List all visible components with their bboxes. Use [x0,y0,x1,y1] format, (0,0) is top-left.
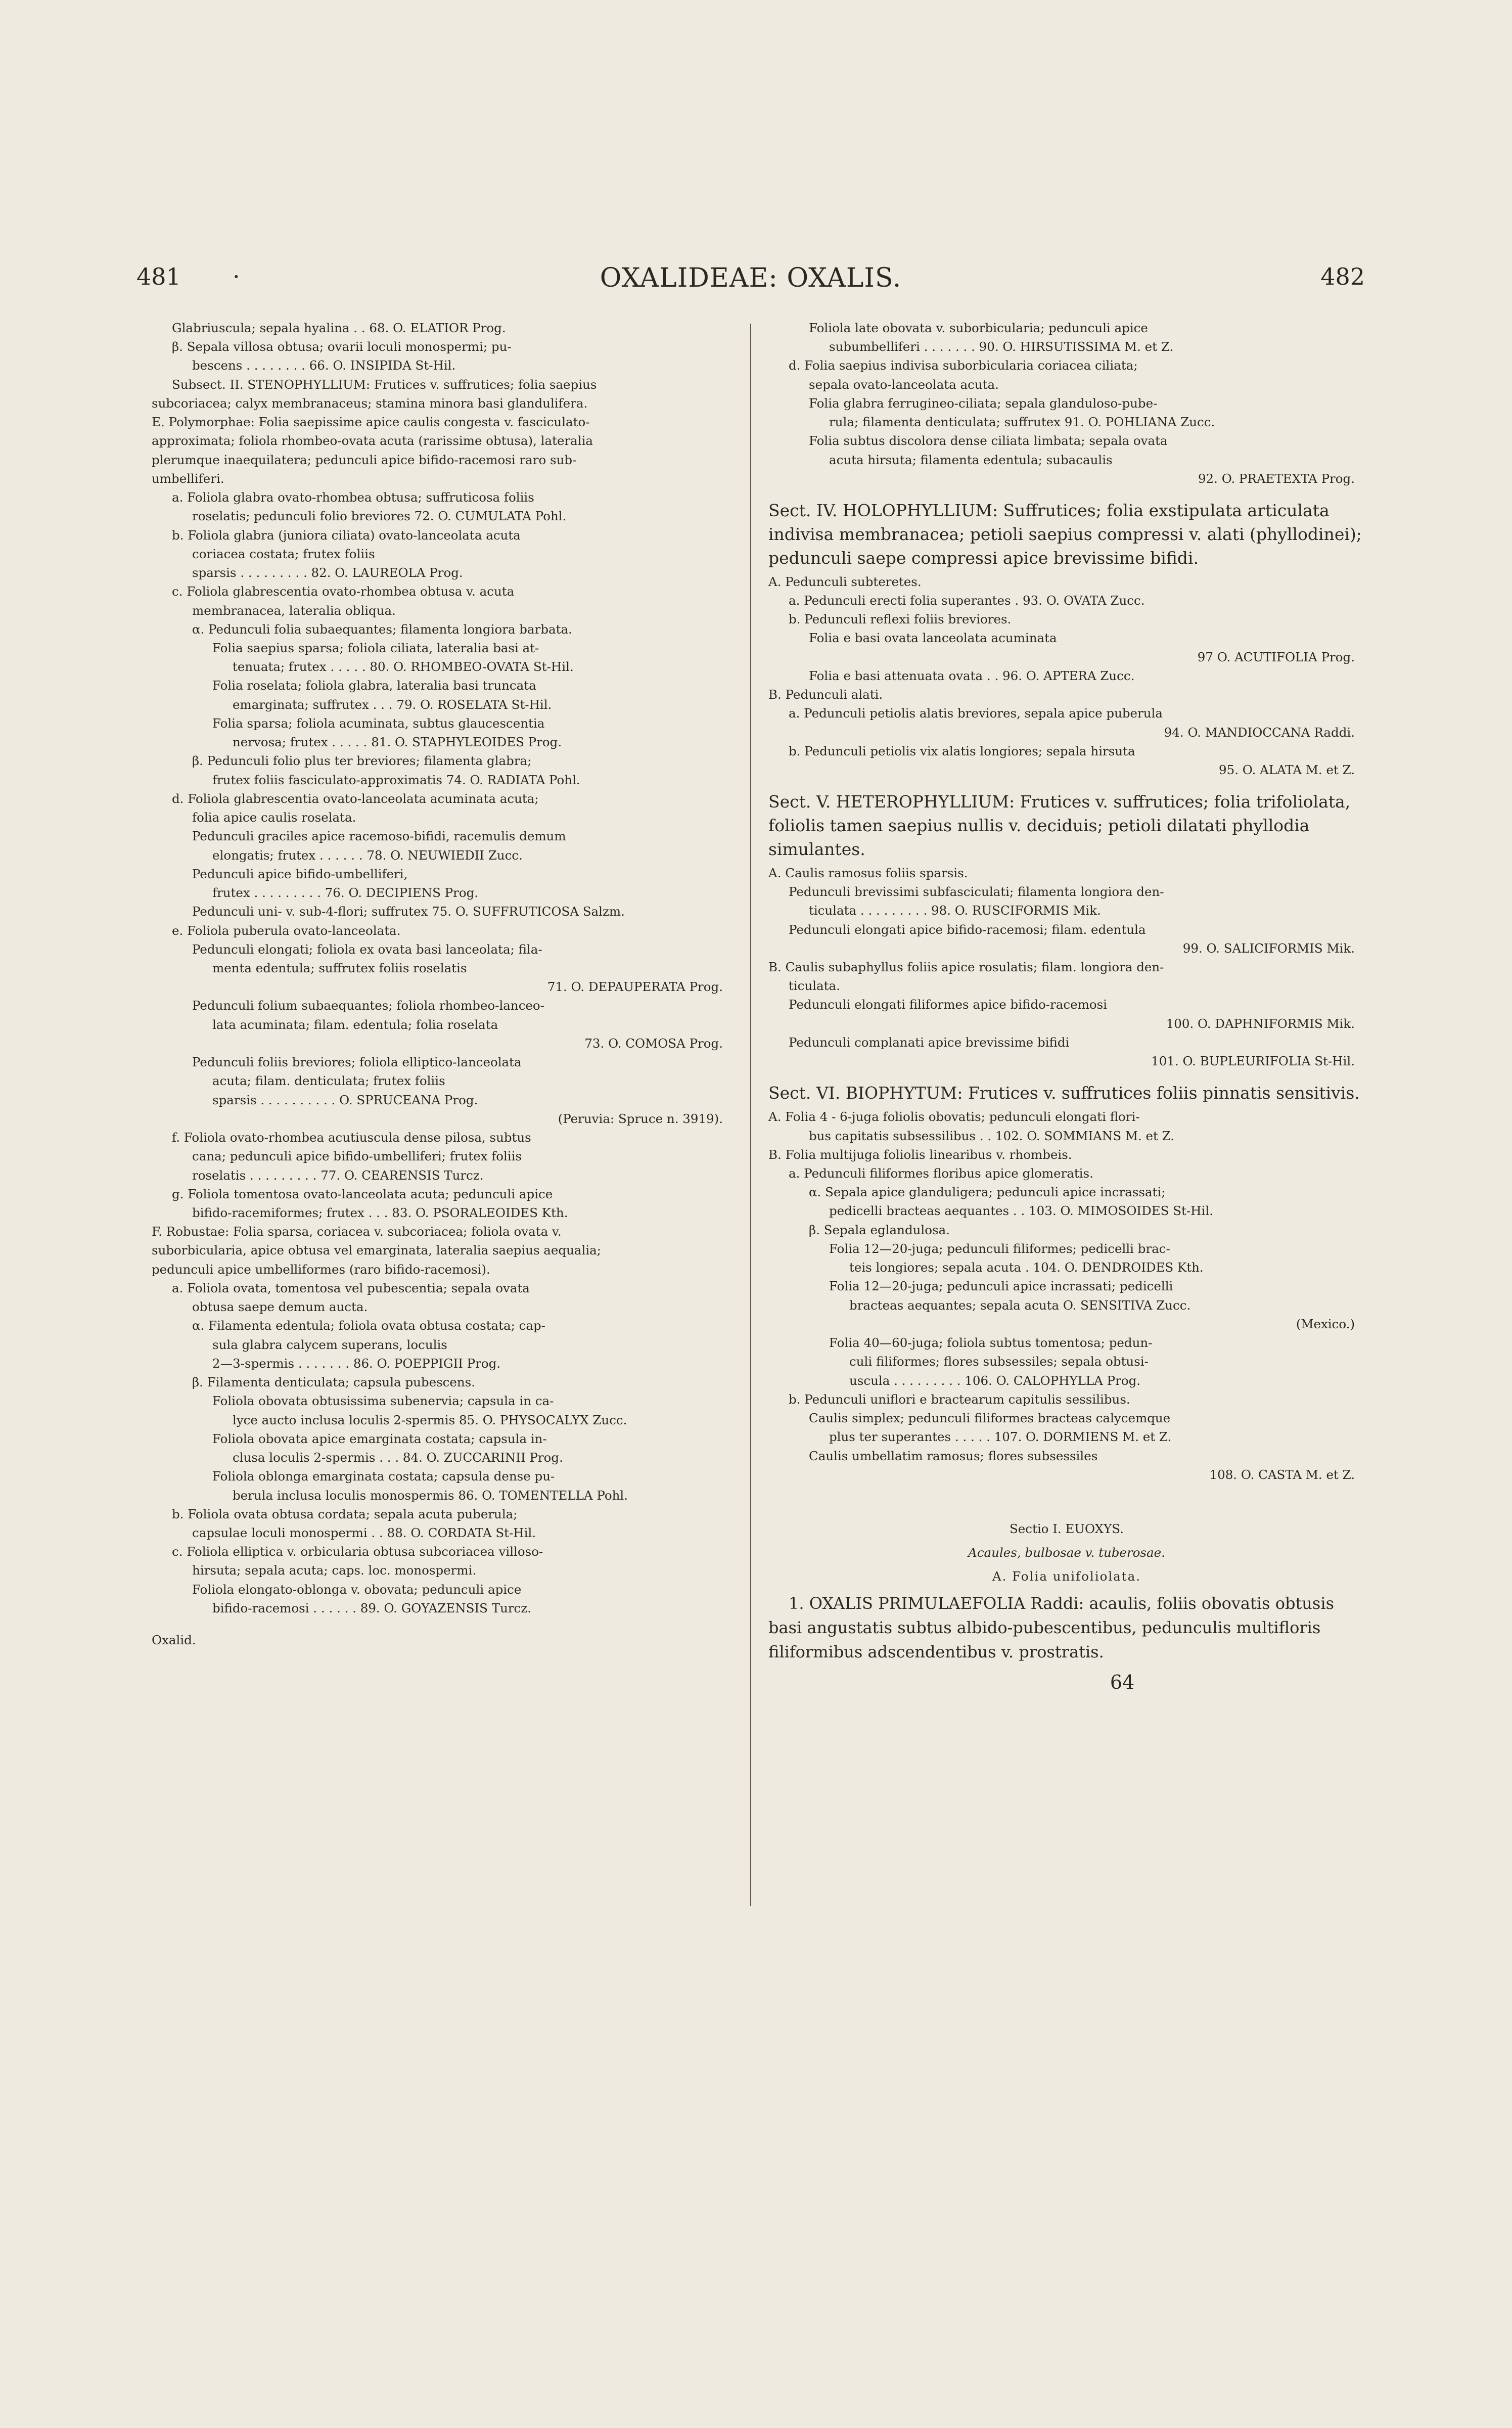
text-line: Pedunculi brevissimi subfasciculati; filamenta longiora den- [789,884,1164,900]
text-line: β. Sepala eglandulosa. [809,1222,950,1237]
text-line: Caulis umbellatim ramosus; flores subsessiles [809,1448,1098,1463]
text-line: 100. O. DAPHNIFORMIS Mik. [1166,1016,1355,1031]
text-line: Folia 12—20-juga; pedunculi apice incrassati; pedicelli [829,1279,1173,1294]
text-line: 94. O. MANDIOCCANA Raddi. [1164,725,1355,740]
text-line: B. Caulis subaphyllus foliis apice rosulatis; filam. longiora den- [768,960,1164,975]
text-line: 99. O. SALICIFORMIS Mik. [1182,940,1355,956]
text-line: uscula . . . . . . . . . 106. O. CALOPHYLLA Prog. [849,1373,1141,1388]
left-column-lines [152,319,733,1617]
text-line: Glabriuscula; sepala hyalina . . 68. O. ELATIOR Prog. [172,321,506,335]
text-line: Pedunculi elongati filiformes apice bifido-racemosi [789,997,1107,1012]
text-line: tenuata; frutex . . . . . 80. O. RHOMBEO-OVATA St-Hil. [233,659,574,675]
text-line: 2—3-spermis . . . . . . . 86. O. POEPPIGII Prog. [212,1356,501,1371]
text-line: berula inclusa loculis monospermis 86. O. TOMENTELLA Pohl. [233,1488,628,1503]
text-line: plus ter superantes . . . . . 107. O. DORMIENS M. et Z. [829,1429,1172,1445]
text-line: Foliola obovata obtusissima subenervia; capsula in ca- [212,1393,554,1409]
right-column-part-a [768,319,1365,488]
text-line: B. Folia multijuga foliolis linearibus v. rhombeis. [768,1147,1072,1162]
text-line: Foliola elongato-oblonga v. obovata; pedunculi apice [192,1582,522,1597]
right-column-part-d [768,1107,1365,1484]
text-line: Pedunculi graciles apice racemoso-bifidi, racemulis demum [192,829,566,844]
text-line: e. Foliola puberula ovato-lanceolata. [172,923,401,938]
text-line: umbelliferi. [152,471,224,486]
text-line: Folia sparsa; foliola acuminata, subtus glaucescentia [212,715,545,731]
text-line: sepala ovato-lanceolata acuta. [809,377,999,392]
text-line: culi filiformes; flores subsessiles; sepala obtusi- [849,1354,1149,1369]
section-heading-heterophyllium: Sect. V. HETEROPHYLLIUM: Frutices v. suffrutices; folia trifoliolata, foliolis tamen saepius nullis v. deciduis; petioli dilatati phyllodia simulantes. [768,792,1351,859]
text-line: menta edentula; suffrutex foliis roselatis [212,960,467,975]
text-line: b. Foliola glabra (juniora ciliata) ovato-lanceolata acuta [172,527,521,543]
text-line: subcoriacea; calyx membranaceus; stamina minora basi glandulifera. [152,395,588,411]
text-line: emarginata; suffrutex . . . 79. O. ROSELATA St-Hil. [233,697,552,712]
text-line: F. Robustae: Folia sparsa, coriacea v. subcoriacea; foliola ovata v. [152,1224,562,1239]
text-line: frutex . . . . . . . . . 76. O. DECIPIENS Prog. [212,885,479,901]
footer-signature: Oxalid. [152,1633,196,1648]
text-line: 97 O. ACUTIFOLIA Prog. [1197,649,1355,664]
text-line: E. Polymorphae: Folia saepissime apice caulis congesta v. fasciculato- [152,415,590,430]
column-divider [750,324,751,1906]
text-line: roselatis . . . . . . . . . 77. O. CEARENSIS Turcz. [192,1167,484,1183]
text-line: α. Pedunculi folia subaequantes; filamenta longiora barbata. [192,621,572,637]
text-line: Pedunculi foliis breviores; foliola elliptico-lanceolata [192,1055,522,1070]
text-line: Folia e basi attenuata ovata . . 96. O. APTERA Zucc. [809,668,1135,683]
text-line: nervosa; frutex . . . . . 81. O. STAPHYLEOIDES Prog. [233,735,562,750]
text-line: bracteas aequantes; sepala acuta O. SENSITIVA Zucc. [849,1297,1191,1313]
text-line: Caulis simplex; pedunculi filiformes bracteas calycemque [809,1411,1171,1426]
text-line: Subsect. II. STENOPHYLLIUM: Frutices v. suffrutices; folia saepius [172,377,597,392]
text-line: f. Foliola ovato-rhombea acutiuscula dense pilosa, subtus [172,1130,531,1145]
text-line: Foliola obovata apice emarginata costata; capsula in- [212,1431,547,1446]
text-line: B. Pedunculi alati. [768,687,883,702]
text-line: c. Foliola glabrescentia ovato-rhombea obtusa v. acuta [172,584,515,599]
text-line: a. Foliola glabra ovato-rhombea obtusa; suffruticosa foliis [172,490,534,505]
text-line: Folia 12—20-juga; pedunculi filiformes; pedicelli brac- [829,1241,1170,1256]
section-heading-biophytum: Sect. VI. BIOPHYTUM: Frutices v. suffrutices foliis pinnatis sensitivis. [768,1083,1360,1103]
text-line: 71. O. DEPAUPERATA Prog. [547,979,723,995]
right-column [768,319,1365,1716]
sectio-group: A. Folia unifoliolata. [992,1569,1141,1584]
text-line: Pedunculi uni- v. sub-4-flori; suffrutex 75. O. SUFFRUTICOSA Salzm. [192,904,625,919]
text-line: 73. O. COMOSA Prog. [584,1036,723,1051]
text-line: elongatis; frutex . . . . . . 78. O. NEUWIEDII Zucc. [212,847,523,863]
text-line: teis longiores; sepala acuta . 104. O. DENDROIDES Kth. [849,1260,1204,1275]
text-line: cana; pedunculi apice bifido-umbelliferi; frutex foliis [192,1149,522,1164]
text-line: 95. O. ALATA M. et Z. [1219,762,1355,778]
page-number-right: 482 [1320,263,1365,290]
text-line: membranacea, lateralia obliqua. [192,603,396,618]
text-line: suborbicularia, apice obtusa vel emarginata, lateralia saepius aequalia; [152,1243,602,1258]
right-column-part-b [768,572,1365,780]
text-line: a. Foliola ovata, tomentosa vel pubescentia; sepala ovata [172,1280,530,1295]
sectio-subtitle: Acaules, bulbosae v. tuberosae. [968,1545,1165,1560]
text-line: (Peruvia: Spruce n. 3919). [558,1111,723,1126]
text-line: g. Foliola tomentosa ovato-lanceolata acuta; pedunculi apice [172,1186,553,1201]
text-line: Folia e basi ovata lanceolata acuminata [809,631,1057,646]
text-line: lata acuminata; filam. edentula; folia roselata [212,1017,498,1032]
left-column [152,319,733,1649]
text-line: A. Caulis ramosus foliis sparsis. [768,865,968,880]
text-line: bescens . . . . . . . . 66. O. INSIPIDA St-Hil. [192,358,456,373]
text-line: β. Sepala villosa obtusa; ovarii loculi monospermi; pu- [172,339,512,354]
text-line: clusa loculis 2-spermis . . . 84. O. ZUCCARINII Prog. [233,1450,563,1465]
text-line: Folia roselata; foliola glabra, lateralia basi truncata [212,678,536,693]
text-line: a. Pedunculi filiformes floribus apice glomeratis. [789,1165,1093,1181]
page-number-left: 481 [136,263,181,290]
text-line: Pedunculi complanati apice brevissime bifidi [789,1035,1070,1050]
text-line: coriacea costata; frutex foliis [192,546,375,561]
text-line: b. Pedunculi petiolis vix alatis longiores; sepala hirsuta [789,743,1135,758]
text-line: frutex foliis fasciculato-approximatis 74. O. RADIATA Pohl. [212,772,580,787]
text-line: b. Pedunculi reflexi foliis breviores. [789,612,1012,627]
text-line: acuta hirsuta; filamenta edentula; subacaulis [829,452,1113,467]
text-line: a. Pedunculi petiolis alatis breviores, sepala apice puberula [789,706,1163,721]
page-number-bottom: 64 [1110,1671,1135,1693]
text-line: c. Foliola elliptica v. orbicularia obtusa subcoriacea villoso- [172,1544,543,1559]
text-line: Foliola oblonga emarginata costata; capsula dense pu- [212,1469,555,1484]
text-line: obtusa saepe demum aucta. [192,1299,368,1315]
text-line: α. Sepala apice glanduligera; pedunculi apice incrassati; [809,1185,1166,1200]
text-line: a. Pedunculi erecti folia superantes . 93. O. OVATA Zucc. [789,593,1145,608]
text-line: pedicelli bracteas aequantes . . 103. O. MIMOSOIDES St-Hil. [829,1203,1213,1219]
right-column-part-c [768,864,1365,1071]
text-line: Folia saepius sparsa; foliola ciliata, lateralia basi at- [212,640,539,655]
text-line: (Mexico.) [1296,1316,1355,1331]
page-header [136,263,1365,303]
text-line: approximata; foliola rhombeo-ovata acuta (rarissime obtusa), lateralia [152,433,593,448]
header-dot: · [233,263,240,290]
text-line: b. Foliola ovata obtusa cordata; sepala acuta puberula; [172,1506,518,1521]
text-line: plerumque inaequilatera; pedunculi apice bifido-racemosi raro sub- [152,452,577,467]
text-line: sparsis . . . . . . . . . . O. SPRUCEANA Prog. [212,1092,478,1107]
text-line: sula glabra calycem superans, loculis [212,1337,447,1352]
text-line: capsulae loculi monospermi . . 88. O. CORDATA St-Hil. [192,1525,536,1540]
text-line: sparsis . . . . . . . . . 82. O. LAUREOLA Prog. [192,565,463,580]
text-line: Pedunculi elongati; foliola ex ovata basi lanceolata; fila- [192,941,542,957]
text-line: β. Filamenta denticulata; capsula pubescens. [192,1375,476,1390]
section-heading-holophyllium: Sect. IV. HOLOPHYLLIUM: Suffrutices; folia exstipulata articulata indivisa membranacea; petioli saepius compressi v. alati (phyllodinei); pedunculi saepe compressi apice brevissime bifidi. [768,501,1362,568]
text-line: 108. O. CASTA M. et Z. [1209,1467,1355,1482]
text-line: Pedunculi elongati apice bifido-racemosi; filam. edentula [789,922,1146,937]
text-line: α. Filamenta edentula; foliola ovata obtusa costata; cap- [192,1318,545,1333]
text-line: folia apice caulis roselata. [192,810,356,825]
text-line: d. Folia saepius indivisa suborbicularia coriacea ciliata; [789,358,1138,373]
text-line: subumbelliferi . . . . . . . 90. O. HIRSUTISSIMA M. et Z. [829,339,1174,354]
text-line: 101. O. BUPLEURIFOLIA St-Hil. [1151,1054,1355,1069]
text-line: ticulata. [789,978,840,994]
text-line: Folia 40—60-juga; foliola subtus tomentosa; pedun- [829,1335,1153,1351]
text-line: bifido-racemiformes; frutex . . . 83. O. PSORALEOIDES Kth. [192,1205,568,1221]
text-line: b. Pedunculi uniflori e bractearum capitulis sessilibus. [789,1391,1130,1407]
text-line: A. Folia 4 - 6-juga foliolis obovatis; pedunculi elongati flori- [768,1109,1140,1125]
text-line: lyce aucto inclusa loculis 2-spermis 85. O. PHYSOCALYX Zucc. [233,1412,627,1427]
text-line: Pedunculi apice bifido-umbelliferi, [192,866,408,881]
text-line: ticulata . . . . . . . . . 98. O. RUSCIFORMIS Mik. [809,903,1101,918]
text-line: Pedunculi folium subaequantes; foliola rhombeo-lanceo- [192,998,544,1013]
text-line: d. Foliola glabrescentia ovato-lanceolata acuminata acuta; [172,791,539,806]
text-line: Folia subtus discolora dense ciliata limbata; sepala ovata [809,433,1168,448]
sectio-title: Sectio I. EUOXYS. [1010,1521,1124,1536]
text-line: pedunculi apice umbelliformes (raro bifido-racemosi). [152,1262,490,1277]
text-line: bus capitatis subsessilibus . . 102. O. SOMMIANS M. et Z. [809,1128,1175,1143]
text-line: Foliola late obovata v. suborbicularia; pedunculi apice [809,321,1148,335]
text-line: roselatis; pedunculi folio breviores 72. O. CUMULATA Pohl. [192,509,567,524]
text-line: bifido-racemosi . . . . . . 89. O. GOYAZENSIS Turcz. [212,1600,531,1615]
species-entry: 1. OXALIS PRIMULAEFOLIA Raddi: acaulis, foliis obovatis obtusis basi angustatis subtus albido-pubescentibus, pedunculis multifloris filiformibus adscendentibus v. prostratis. [768,1593,1334,1661]
text-line: A. Pedunculi subteretes. [768,574,922,589]
text-line: Folia glabra ferrugineo-ciliata; sepala glanduloso-pube- [809,395,1158,411]
running-title: OXALIDEAE: OXALIS. [600,263,902,293]
text-line: β. Pedunculi folio plus ter breviores; filamenta glabra; [192,753,532,769]
text-line: rula; filamenta denticulata; suffrutex 91. O. POHLIANA Zucc. [829,415,1215,430]
text-line: 92. O. PRAETEXTA Prog. [1198,471,1355,486]
text-line: hirsuta; sepala acuta; caps. loc. monospermi. [192,1563,477,1578]
text-line: acuta; filam. denticulata; frutex foliis [212,1073,445,1089]
